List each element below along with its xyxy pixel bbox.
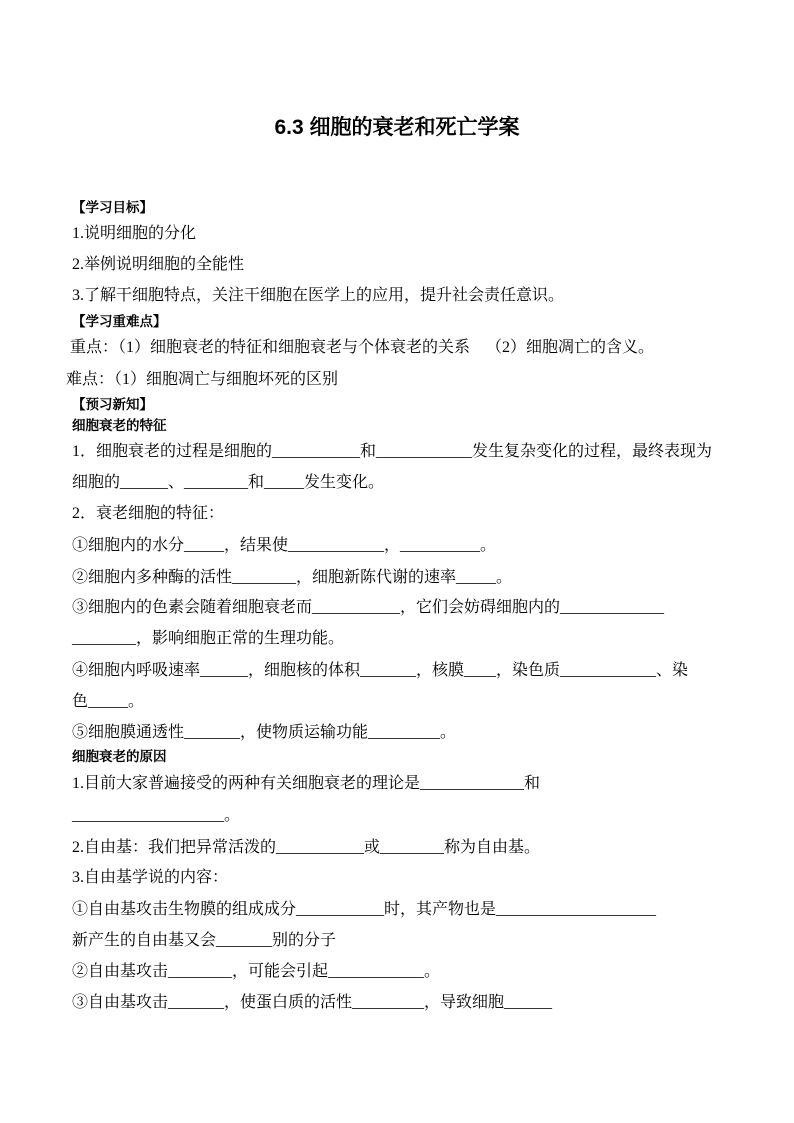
- preview-heading: 【预习新知】: [72, 397, 153, 412]
- aging-causes-line-5: ①自由基攻击生物膜的组成成分___________时，其产物也是____________________: [72, 901, 657, 918]
- key-points-focus: 重点：（1）细胞衰老的特征和细胞衰老与个体衰老的关系 （2）细胞凋亡的含义。: [70, 339, 655, 356]
- key-points-heading: 【学习重难点】: [72, 314, 167, 329]
- objectives-heading: 【学习目标】: [72, 200, 153, 215]
- objective-item-2: 2.举例说明细胞的全能性: [72, 256, 245, 273]
- aging-causes-line-4: 3.自由基学说的内容：: [72, 869, 229, 886]
- objective-item-3: 3.了解干细胞特点，关注干细胞在医学上的应用，提升社会责任意识。: [72, 287, 565, 304]
- objective-item-1: 1.说明细胞的分化: [72, 225, 197, 242]
- aging-causes-line-7: ②自由基攻击________，可能会引起____________。: [72, 963, 441, 980]
- aging-features-line-3: 2．衰老细胞的特征：: [72, 505, 225, 522]
- aging-features-line-2: 细胞的______、________和_____发生变化。: [72, 474, 385, 491]
- aging-causes-line-6: 新产生的自由基又会_______别的分子: [72, 932, 337, 949]
- aging-features-line-5: ②细胞内多种酶的活性________，细胞新陈代谢的速率_____。: [72, 569, 513, 586]
- aging-features-line-9: 色_____。: [72, 693, 145, 710]
- aging-features-line-6: ③细胞内的色素会随着细胞衰老而___________，它们会妨碍细胞内的_____________: [72, 599, 665, 616]
- page-title: 6.3 细胞的衰老和死亡学案: [274, 116, 520, 139]
- aging-causes-line-1: 1.目前大家普遍接受的两种有关细胞衰老的理论是_____________和: [72, 775, 541, 792]
- aging-features-line-8: ④细胞内呼吸速率______，细胞核的体积_______，核膜____，染色质____________、染: [72, 662, 689, 679]
- aging-causes-heading: 细胞衰老的原因: [72, 749, 167, 764]
- aging-causes-line-3: 2.自由基：我们把异常活泼的___________或________称为自由基。: [72, 839, 541, 856]
- aging-causes-line-2: ___________________。: [72, 807, 241, 824]
- aging-features-line-7: ________，影响细胞正常的生理功能。: [72, 630, 345, 647]
- key-points-difficulty: 难点：（1）细胞凋亡与细胞坏死的区别: [66, 371, 339, 388]
- aging-features-line-10: ⑤细胞膜通透性_______，使物质运输功能_________。: [72, 724, 457, 741]
- aging-features-line-1: 1．细胞衰老的过程是细胞的___________和____________发生复杂变化的过程，最终表现为: [72, 443, 713, 460]
- aging-features-line-4: ①细胞内的水分_____，结果使____________，__________。: [72, 537, 497, 554]
- aging-features-heading: 细胞衰老的特征: [72, 418, 167, 433]
- aging-causes-line-8: ③自由基攻击_______，使蛋白质的活性_________，导致细胞______: [72, 994, 553, 1011]
